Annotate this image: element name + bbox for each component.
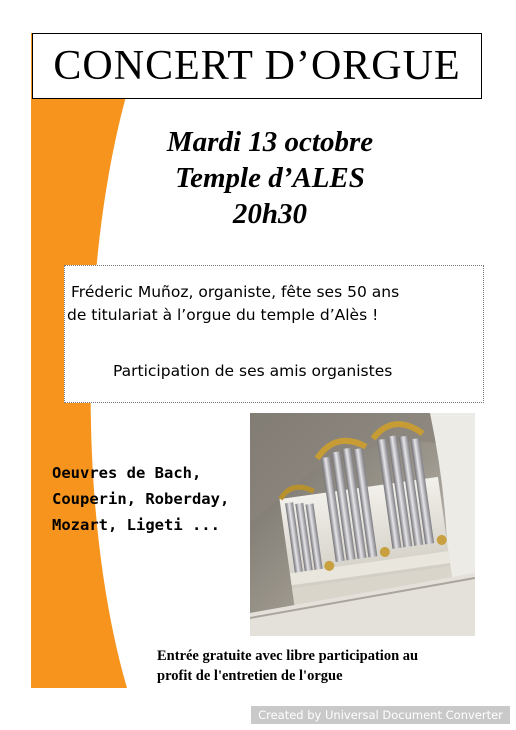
works-line-1: Oeuvres de Bach, — [52, 464, 202, 482]
event-venue: Temple d’ALES — [175, 162, 365, 194]
entry-line-1: Entrée gratuite avec libre participation au — [157, 648, 419, 664]
event-time: 20h30 — [232, 198, 308, 230]
title-box — [32, 33, 482, 99]
event-details — [70, 124, 470, 232]
organ-pipes-photo — [250, 413, 475, 636]
works-line-3: Mozart, Ligeti ... — [52, 516, 220, 534]
concert-title: CONCERT D’ORGUE — [53, 43, 461, 89]
works-line-2: Couperin, Roberday, — [52, 490, 230, 508]
announcement-line-2: de titulariat à l’orgue du temple d’Alès ! — [67, 306, 379, 324]
announcement-line-3: Participation de ses amis organistes — [113, 362, 393, 380]
works-list — [52, 460, 252, 538]
converter-watermark: Created by Universal Document Converter — [251, 706, 510, 724]
entry-line-2: profit de l'entretien de l'orgue — [157, 668, 343, 684]
announcement-line-1: Fréderic Muñoz, organiste, fête ses 50 ans — [71, 283, 400, 301]
entry-info — [157, 646, 487, 686]
event-date: Mardi 13 octobre — [166, 126, 374, 158]
announcement-box — [64, 265, 484, 403]
